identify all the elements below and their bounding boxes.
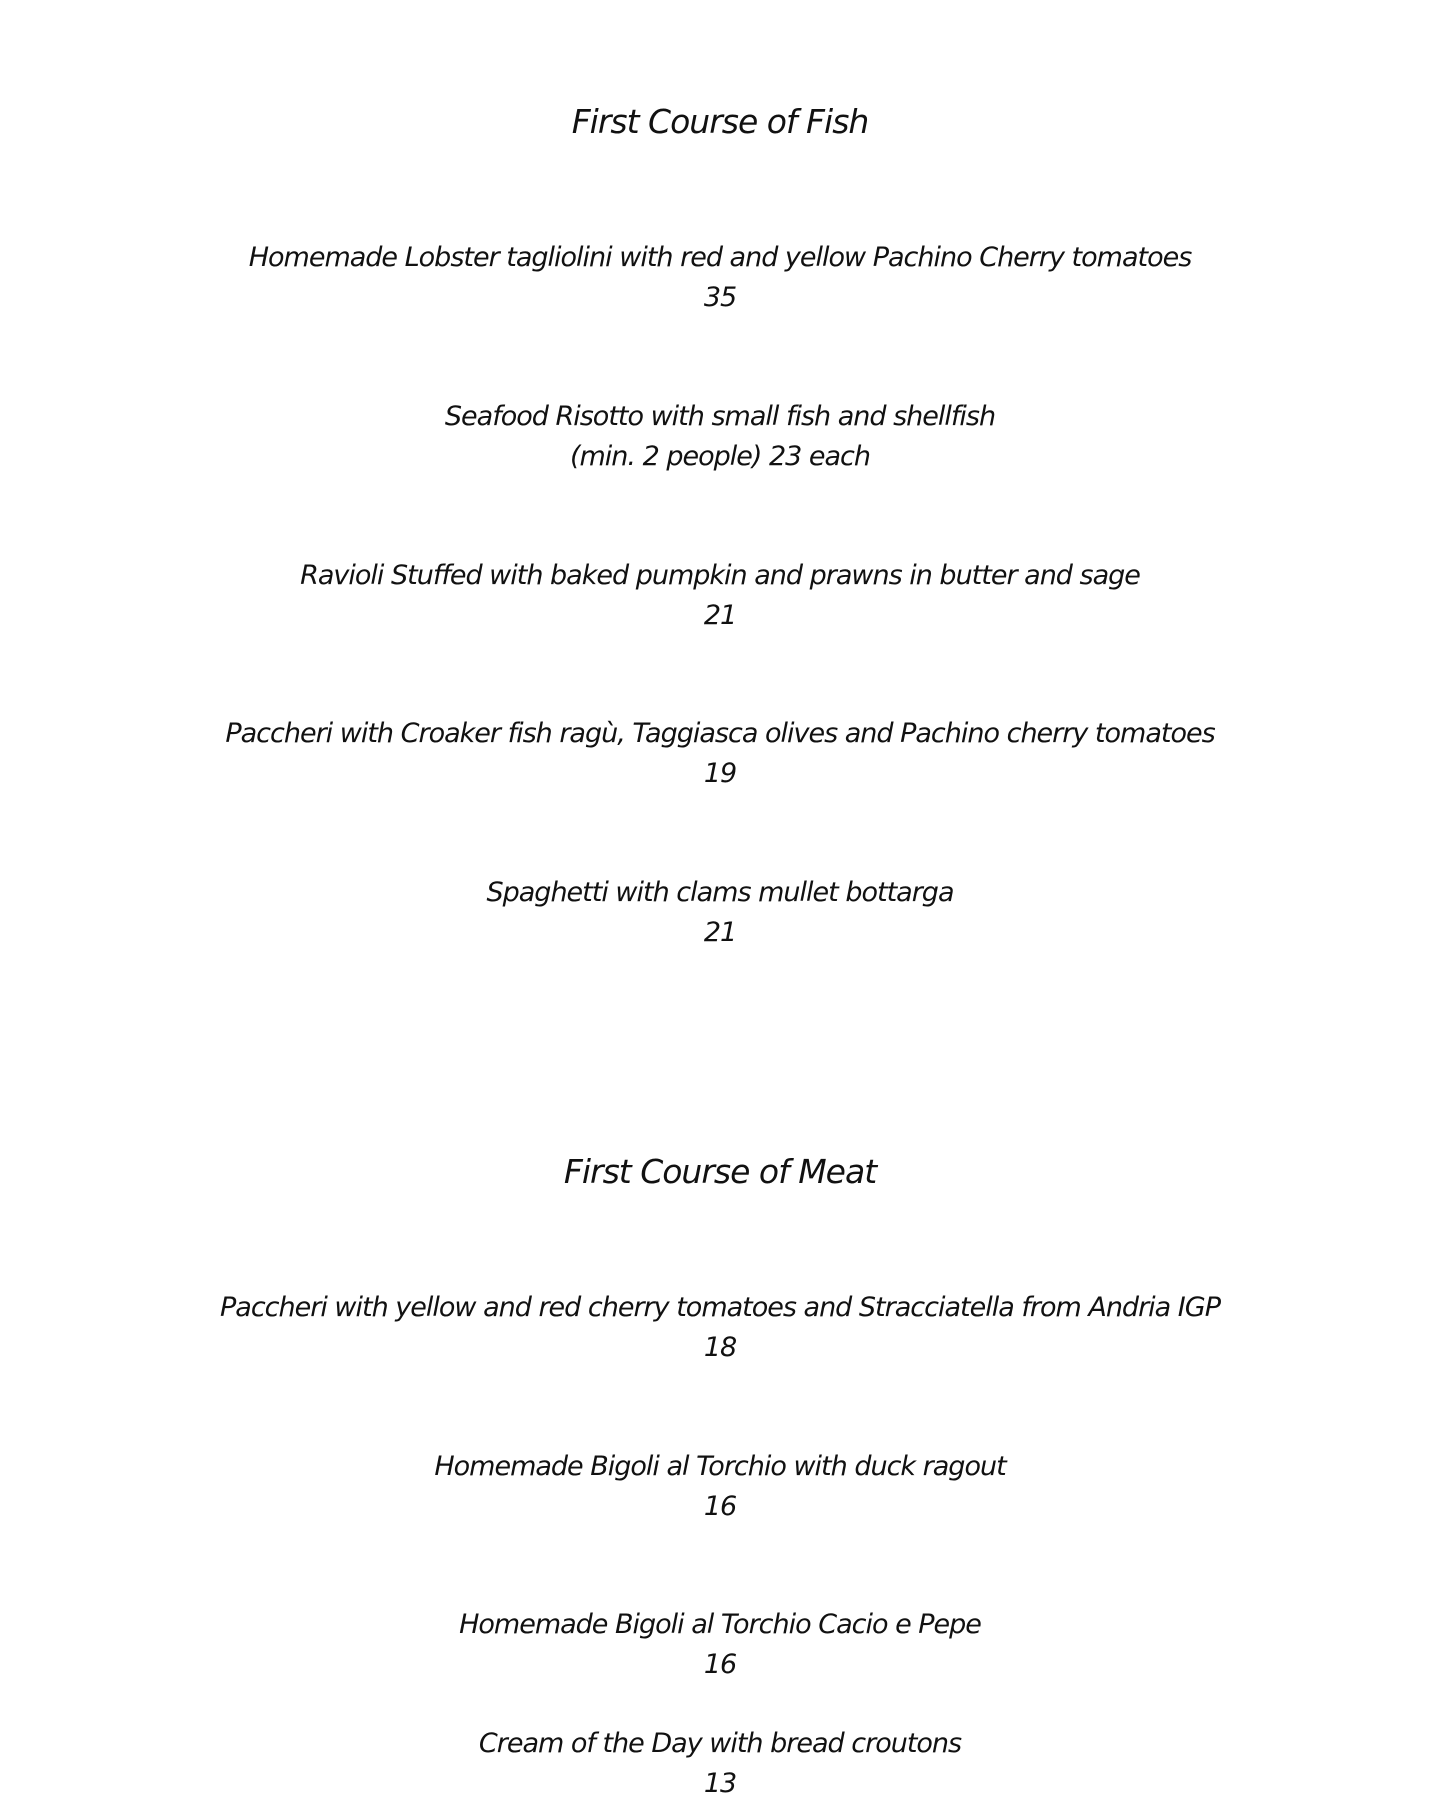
menu-item bbox=[0, 873, 1440, 953]
menu-item-price: 13 bbox=[703, 1768, 737, 1799]
menu-item-name: Spaghetti with clams mullet bottarga bbox=[486, 877, 954, 908]
menu-item-name: Cream of the Day with bread croutons bbox=[478, 1728, 962, 1759]
section-title-fish: First Course of Fish bbox=[571, 102, 869, 141]
menu-item-price: 16 bbox=[703, 1491, 737, 1522]
menu-item-name: Seafood Risotto with small fish and shellfish bbox=[444, 401, 996, 432]
menu-item-price: 21 bbox=[703, 917, 737, 948]
menu-item-price: (min. 2 people) 23 each bbox=[569, 441, 871, 472]
menu-item-price: 21 bbox=[703, 600, 737, 631]
menu-item bbox=[0, 1605, 1440, 1685]
menu-item bbox=[0, 1724, 1440, 1804]
menu-item bbox=[0, 556, 1440, 636]
menu-item-name: Homemade Bigoli al Torchio with duck ragout bbox=[434, 1451, 1006, 1482]
menu-item-price: 18 bbox=[703, 1332, 737, 1363]
menu-item-price: 35 bbox=[703, 282, 737, 313]
section-title-meat: First Course of Meat bbox=[563, 1152, 877, 1191]
menu-item bbox=[0, 714, 1440, 794]
menu-item bbox=[0, 397, 1440, 477]
menu-item bbox=[0, 238, 1440, 318]
menu-item-price: 16 bbox=[703, 1649, 737, 1680]
menu-item-price: 19 bbox=[703, 758, 737, 789]
menu-item-name: Homemade Bigoli al Torchio Cacio e Pepe bbox=[459, 1609, 981, 1640]
menu-item bbox=[0, 1447, 1440, 1527]
menu-item-name: Homemade Lobster tagliolini with red and yellow Pachino Cherry tomatoes bbox=[248, 242, 1192, 273]
menu-item-name: Paccheri with yellow and red cherry tomatoes and Stracciatella from Andria IGP bbox=[220, 1292, 1220, 1323]
menu-item bbox=[0, 1288, 1440, 1368]
menu-item-name: Paccheri with Croaker fish ragù, Taggiasca olives and Pachino cherry tomatoes bbox=[225, 718, 1215, 749]
menu-item-name: Ravioli Stuffed with baked pumpkin and prawns in butter and sage bbox=[300, 560, 1140, 591]
